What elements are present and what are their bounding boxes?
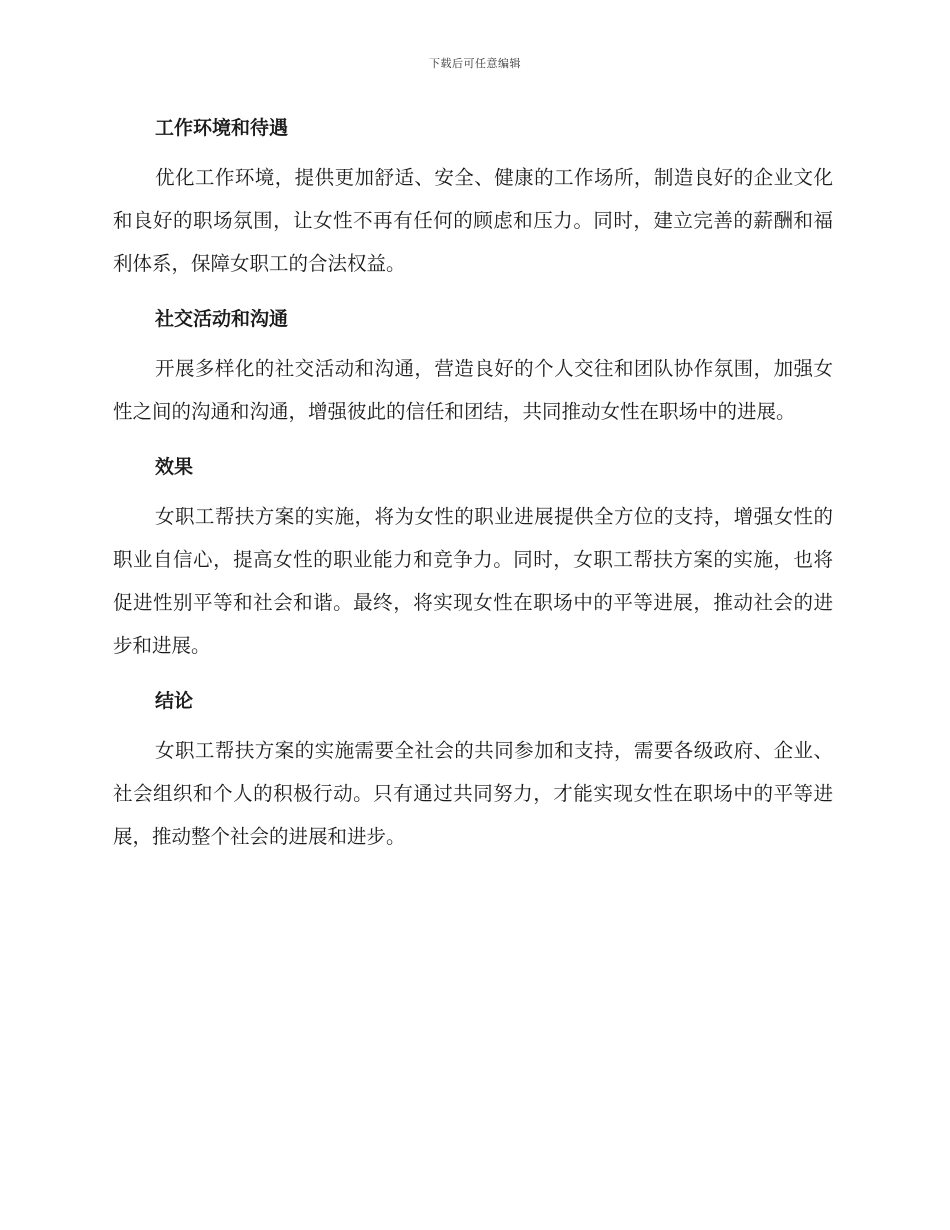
- section-heading-conclusion: 结论: [155, 690, 194, 712]
- section-paragraph-social-activities: 开展多样化的社交活动和沟通，营造良好的个人交往和团队协作氛围，加强女性之间的沟通和沟通，增强彼此的信任和团结，共同推动女性在职场中的进展。: [113, 357, 833, 423]
- section-heading-work-environment: 工作环境和待遇: [155, 117, 289, 139]
- section-paragraph-conclusion: 女职工帮扶方案的实施需要全社会的共同参加和支持，需要各级政府、企业、社会组织和个人的积极行动。只有通过共同努力，才能实现女性在职场中的平等进展，推动整个社会的进展和进步。: [113, 739, 833, 848]
- section-paragraph-work-environment: 优化工作环境，提供更加舒适、安全、健康的工作场所，制造良好的企业文化和良好的职场氛围，让女性不再有任何的顾虑和压力。同时，建立完善的薪酬和福利体系，保障女职工的合法权益。: [113, 166, 833, 275]
- page-header-note: 下载后可任意编辑: [429, 57, 521, 70]
- document-body: [113, 108, 833, 872]
- section-heading-social-activities: 社交活动和沟通: [155, 308, 289, 330]
- section-heading-effects: 效果: [155, 456, 194, 478]
- section-paragraph-effects: 女职工帮扶方案的实施，将为女性的职业进展提供全方位的支持，增强女性的职业自信心，提高女性的职业能力和竞争力。同时，女职工帮扶方案的实施，也将促进性别平等和社会和谐。最终，将实现女性在职场中的平等进展，推动社会的进步和进展。: [113, 505, 833, 657]
